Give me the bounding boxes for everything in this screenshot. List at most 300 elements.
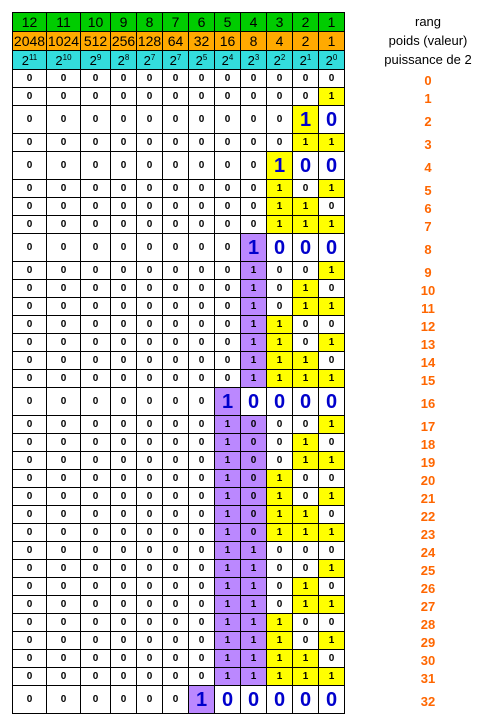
bit-cell: 0 [189,280,215,298]
bit-cell: 0 [215,106,241,134]
bit-cell: 0 [47,370,81,388]
bit-cell: 0 [137,152,163,180]
bit-cell: 0 [163,70,189,88]
bit-cell: 0 [293,560,319,578]
bit-cell: 0 [13,632,47,650]
bit-cell: 0 [47,560,81,578]
bit-cell: 1 [293,370,319,388]
bit-cell: 0 [267,560,293,578]
bit-cell: 0 [111,262,137,280]
bit-cell: 0 [215,298,241,316]
table-row [13,280,345,298]
bit-cell: 0 [111,470,137,488]
bit-cell: 0 [241,134,267,152]
bit-cell: 1 [319,416,345,434]
bit-cell: 1 [267,334,293,352]
table-row [13,524,345,542]
decimal-number: 24 [420,545,436,560]
bit-cell: 0 [47,388,81,416]
bit-cell: 0 [163,316,189,334]
bit-cell: 0 [241,524,267,542]
bit-cell: 0 [13,434,47,452]
bit-cell: 0 [293,70,319,88]
bit-cell: 0 [163,234,189,262]
bit-cell: 0 [111,234,137,262]
bit-cell: 0 [215,134,241,152]
bit-cell: 1 [319,216,345,234]
bit-cell: 0 [81,488,111,506]
bit-cell: 0 [189,234,215,262]
bit-cell: 0 [189,596,215,614]
bit-cell: 0 [189,416,215,434]
decimal-number: 30 [420,653,436,668]
bit-cell: 1 [293,106,319,134]
row-labels [378,12,478,709]
poids-cell: 2 [293,32,319,51]
poids-cell: 128 [137,33,162,49]
decimal-number: 23 [420,527,436,542]
bit-cell: 0 [81,234,111,262]
bit-cell: 0 [215,316,241,334]
bit-cell: 0 [111,352,137,370]
bit-cell: 0 [13,370,47,388]
bit-cell: 0 [189,632,215,650]
poids-cell: 64 [163,32,189,51]
bit-cell: 1 [215,668,241,686]
bit-cell: 0 [47,596,81,614]
bit-cell: 1 [241,352,267,370]
table-row [13,650,345,668]
bit-cell: 0 [47,524,81,542]
bit-cell: 0 [163,632,189,650]
bit-cell: 0 [13,686,47,714]
bit-cell: 0 [137,488,163,506]
bit-cell: 0 [163,452,189,470]
bit-cell: 0 [111,298,137,316]
bit-cell: 0 [267,542,293,560]
bit-cell: 0 [137,686,163,714]
bit-cell: 0 [215,70,241,88]
bit-cell: 0 [13,416,47,434]
poids-cell: 1 [319,32,345,51]
bit-cell: 0 [81,180,111,198]
bit-cell: 1 [319,632,345,650]
poids-row [13,32,345,51]
bit-cell: 0 [47,632,81,650]
bit-cell: 0 [189,388,215,416]
decimal-number: 27 [420,599,436,614]
bit-cell: 0 [111,370,137,388]
table-row [13,134,345,152]
bit-cell: 0 [267,134,293,152]
bit-cell: 1 [267,180,293,198]
bit-cell: 0 [319,316,345,334]
bit-cell: 1 [215,488,241,506]
bit-cell: 0 [111,316,137,334]
bit-cell: 0 [47,152,81,180]
table-row [13,180,345,198]
bit-cell: 1 [241,298,267,316]
bit-cell: 0 [189,198,215,216]
rang-cell: 1 [319,13,345,32]
rang-cell: 3 [267,13,293,32]
puissance-cell: $2^9$ [81,51,111,70]
bit-cell: 1 [215,434,241,452]
bit-cell: 0 [13,216,47,234]
bit-cell: 1 [267,668,293,686]
decimal-number: 21 [420,491,436,506]
bit-cell: 0 [163,524,189,542]
decimal-number: 2 [424,114,432,129]
bit-cell: 0 [13,316,47,334]
bit-cell: 1 [241,370,267,388]
bit-cell: 0 [215,262,241,280]
decimal-number: 22 [420,509,436,524]
decimal-number: 13 [420,337,436,352]
bit-cell: 1 [293,668,319,686]
bit-cell: 0 [137,134,163,152]
bit-cell: 0 [137,542,163,560]
poids-cell: 1024 [47,33,80,49]
bit-cell: 0 [111,614,137,632]
table-row [13,198,345,216]
bit-cell: 0 [137,596,163,614]
bit-cell: 0 [293,686,319,714]
bit-cell: 1 [267,316,293,334]
bit-cell: 0 [47,614,81,632]
bit-cell: 0 [189,106,215,134]
bit-cell: 0 [137,650,163,668]
table-row [13,596,345,614]
bit-cell: 0 [189,524,215,542]
rang-cell: 10 [81,13,111,32]
decimal-number: 4 [424,160,432,175]
bit-cell: 1 [241,614,267,632]
bit-cell: 0 [163,152,189,180]
bit-cell: 0 [189,650,215,668]
bit-cell: 0 [81,334,111,352]
bit-cell: 0 [111,650,137,668]
bit-cell: 0 [319,686,345,714]
decimal-number: 16 [420,396,436,411]
bit-cell: 0 [81,280,111,298]
bit-cell: 1 [215,578,241,596]
bit-cell: 0 [189,216,215,234]
bit-cell: 0 [189,298,215,316]
table-row [13,234,345,262]
table-row [13,470,345,488]
bit-cell: 0 [81,470,111,488]
bit-cell: 0 [241,470,267,488]
bit-cell: 1 [241,316,267,334]
bit-cell: 0 [81,370,111,388]
bit-cell: 1 [319,88,345,106]
bit-cell: 0 [13,524,47,542]
poids-cell: 2048 [13,33,46,49]
bit-cell: 1 [293,134,319,152]
bit-cell: 0 [267,106,293,134]
bit-cell: 0 [137,88,163,106]
bit-cell: 0 [189,488,215,506]
bit-cell: 0 [319,198,345,216]
bit-cell: 1 [241,632,267,650]
bit-cell: 0 [137,334,163,352]
bit-cell: 0 [13,596,47,614]
rang-cell: 5 [215,13,241,32]
bit-cell: 0 [81,524,111,542]
bit-cell: 0 [47,234,81,262]
rang-cell: 2 [293,13,319,32]
bit-cell: 0 [319,650,345,668]
bit-cell: 0 [189,70,215,88]
bit-cell: 0 [111,686,137,714]
bit-cell: 0 [319,106,345,134]
bit-cell: 0 [137,452,163,470]
rang-cell: 4 [241,13,267,32]
decimal-number: 31 [420,671,436,686]
bit-cell: 0 [81,560,111,578]
bit-cell: 0 [47,488,81,506]
decimal-number: 29 [420,635,436,650]
bit-cell: 0 [189,262,215,280]
bit-cell: 0 [81,198,111,216]
table-row [13,388,345,416]
poids-cell: 8 [241,32,267,51]
bit-cell: 0 [111,152,137,180]
bit-cell: 0 [111,180,137,198]
bit-cell: 0 [163,134,189,152]
bit-cell: 1 [319,524,345,542]
bit-cell: 0 [137,470,163,488]
bit-cell: 0 [47,578,81,596]
bit-cell: 0 [163,542,189,560]
bit-cell: 0 [81,352,111,370]
bit-cell: 0 [319,388,345,416]
bit-cell: 0 [189,542,215,560]
bit-cell: 0 [137,370,163,388]
bit-cell: 0 [293,388,319,416]
bit-cell: 0 [81,542,111,560]
bit-cell: 1 [319,488,345,506]
bit-cell: 0 [163,370,189,388]
bit-cell: 0 [137,298,163,316]
bit-cell: 0 [241,488,267,506]
bit-cell: 0 [319,152,345,180]
table-row [13,614,345,632]
bit-cell: 1 [319,334,345,352]
table-row [13,334,345,352]
bit-cell: 1 [215,388,241,416]
puissance-cell: $2^{11}$ [13,51,47,70]
bit-cell: 1 [215,542,241,560]
bit-cell: 0 [189,506,215,524]
bit-cell: 0 [293,334,319,352]
bit-cell: 0 [267,686,293,714]
decimal-number: 28 [420,617,436,632]
bit-cell: 0 [13,106,47,134]
table-row [13,560,345,578]
table-row [13,370,345,388]
bit-cell: 1 [293,280,319,298]
bit-cell: 0 [163,434,189,452]
bit-cell: 0 [293,488,319,506]
rang-cell: 7 [163,13,189,32]
bit-cell: 0 [81,316,111,334]
decimal-number: 0 [424,73,432,88]
table-row [13,668,345,686]
decimal-number: 32 [420,694,436,709]
bit-cell: 0 [163,334,189,352]
rang-cell: 6 [189,13,215,32]
bit-cell: 0 [47,668,81,686]
bit-cell: 0 [137,560,163,578]
bit-cell: 0 [111,334,137,352]
bit-cell: 0 [47,88,81,106]
bit-cell: 0 [13,198,47,216]
bit-cell: 1 [241,560,267,578]
bit-cell: 0 [13,388,47,416]
decimal-number: 6 [424,201,432,216]
bit-cell: 0 [137,180,163,198]
bit-cell: 1 [267,632,293,650]
bit-cell: 1 [267,216,293,234]
bit-cell: 1 [241,650,267,668]
bit-cell: 0 [13,298,47,316]
bit-cell: 0 [319,614,345,632]
bit-cell: 0 [47,542,81,560]
puissance-cell: $2^1$ [293,51,319,70]
bit-cell: 0 [111,416,137,434]
puissance-cell: $2^4$ [215,51,241,70]
bit-cell: 1 [319,596,345,614]
bit-cell: 1 [267,650,293,668]
bit-cell: 0 [267,452,293,470]
bit-cell: 1 [215,506,241,524]
bit-cell: 0 [47,106,81,134]
bit-cell: 0 [215,198,241,216]
bit-cell: 0 [163,560,189,578]
bit-cell: 0 [137,262,163,280]
bit-cell: 0 [163,416,189,434]
bit-cell: 0 [189,370,215,388]
bit-cell: 0 [319,434,345,452]
bit-cell: 1 [319,668,345,686]
bit-cell: 1 [215,416,241,434]
bit-cell: 1 [293,298,319,316]
bit-cell: 0 [163,280,189,298]
bit-cell: 0 [267,88,293,106]
bit-cell: 0 [81,216,111,234]
bit-cell: 0 [137,578,163,596]
bit-cell: 0 [13,262,47,280]
bit-cell: 1 [215,614,241,632]
decimal-number: 3 [424,137,432,152]
bit-cell: 0 [111,198,137,216]
bit-cell: 0 [13,452,47,470]
bit-cell: 0 [215,88,241,106]
bit-cell: 1 [241,262,267,280]
bit-cell: 1 [215,470,241,488]
decimal-number: 11 [421,301,435,316]
bit-cell: 0 [81,596,111,614]
table-row [13,578,345,596]
bit-cell: 1 [293,650,319,668]
bit-cell: 0 [215,152,241,180]
rang-row [13,13,345,32]
bit-cell: 0 [293,470,319,488]
bit-cell: 0 [81,152,111,180]
bit-cell: 0 [241,434,267,452]
bit-cell: 0 [241,88,267,106]
decimal-number: 5 [424,183,432,198]
puissance-cell: $2^0$ [319,51,345,70]
rang-cell: 11 [47,13,81,32]
bit-cell: 0 [241,152,267,180]
table-body [13,70,345,714]
bit-cell: 0 [293,88,319,106]
bit-cell: 0 [47,216,81,234]
decimal-number: 20 [420,473,436,488]
bit-cell: 0 [111,88,137,106]
bit-cell: 0 [215,180,241,198]
bit-cell: 0 [189,578,215,596]
bit-cell: 1 [267,470,293,488]
bit-cell: 0 [111,560,137,578]
bit-cell: 0 [47,134,81,152]
bit-cell: 0 [215,370,241,388]
bit-cell: 0 [13,578,47,596]
bit-cell: 0 [111,668,137,686]
bit-cell: 0 [47,70,81,88]
bit-cell: 0 [267,280,293,298]
decimal-number: 7 [424,219,432,234]
bit-cell: 0 [293,234,319,262]
bit-cell: 1 [241,596,267,614]
bit-cell: 0 [13,70,47,88]
bit-cell: 0 [163,506,189,524]
bit-cell: 0 [111,488,137,506]
bit-cell: 0 [215,686,241,714]
bit-cell: 0 [13,152,47,180]
bit-cell: 1 [293,352,319,370]
bit-cell: 0 [215,352,241,370]
bit-cell: 1 [215,632,241,650]
bit-cell: 1 [215,452,241,470]
bit-cell: 0 [189,352,215,370]
bit-cell: 0 [13,488,47,506]
bit-cell: 0 [319,506,345,524]
bit-cell: 0 [81,614,111,632]
bit-cell: 0 [189,668,215,686]
bit-cell: 0 [13,280,47,298]
bit-cell: 0 [47,506,81,524]
bit-cell: 1 [267,524,293,542]
bit-cell: 0 [111,578,137,596]
bit-cell: 0 [13,470,47,488]
bit-cell: 0 [189,134,215,152]
bit-cell: 0 [81,506,111,524]
bit-cell: 0 [137,668,163,686]
bit-cell: 0 [137,388,163,416]
bit-cell: 1 [293,434,319,452]
bit-cell: 0 [163,262,189,280]
bit-cell: 0 [267,262,293,280]
bit-cell: 1 [189,686,215,714]
bit-cell: 0 [47,180,81,198]
bit-cell: 1 [267,352,293,370]
puissance-cell: $2^3$ [241,51,267,70]
bit-cell: 0 [137,106,163,134]
